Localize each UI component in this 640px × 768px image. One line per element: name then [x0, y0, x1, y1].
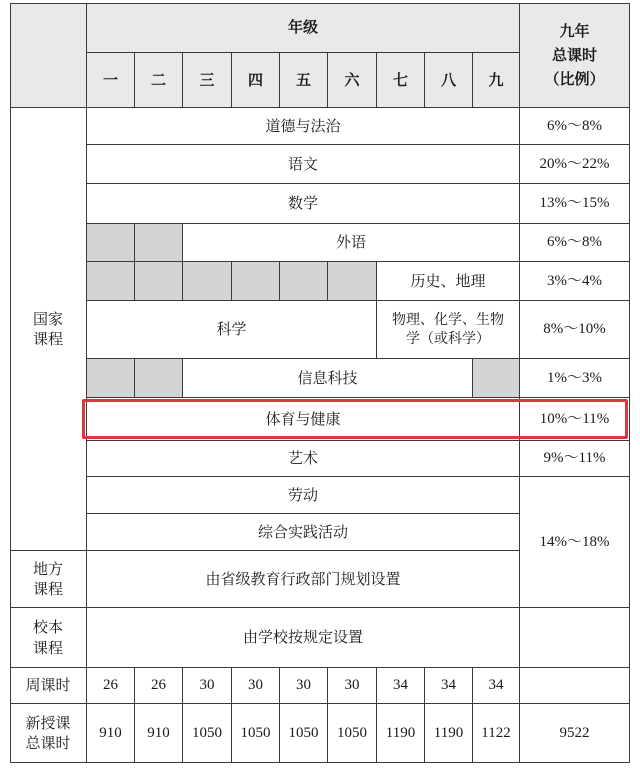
gray-cell [135, 359, 183, 398]
weekly-hours-cell: 34 [377, 668, 425, 704]
subject-morality: 道德与法治 [87, 108, 520, 145]
gray-cell [87, 224, 135, 262]
total-hours-header [520, 3, 630, 108]
weekly-hours-cell: 34 [473, 668, 520, 704]
weekly-hours-cell: 30 [183, 668, 232, 704]
grade-2-header: 二 [135, 53, 183, 108]
gray-cell [183, 262, 232, 301]
weekly-hours-cell: 34 [425, 668, 473, 704]
ratio-foreign: 6%～8% [520, 224, 630, 262]
total-hours-cell: 910 [87, 704, 135, 763]
grade-8-header: 八 [425, 53, 473, 108]
gray-cell [473, 359, 520, 398]
curriculum-table [10, 3, 630, 763]
gray-cell [135, 224, 183, 262]
weekly-hours-cell: 30 [280, 668, 328, 704]
gray-cell [87, 359, 135, 398]
subject-arts: 艺术 [87, 441, 520, 477]
gray-cell [328, 262, 377, 301]
subject-physics: 物理、化学、生物 学（或科学） [377, 301, 520, 359]
grade-6-header: 六 [328, 53, 377, 108]
grade-1-header: 一 [87, 53, 135, 108]
ratio-it: 1%～3% [520, 359, 630, 398]
total-hours-cell: 1050 [232, 704, 280, 763]
gray-cell [232, 262, 280, 301]
category-local: 地方 课程 [10, 551, 87, 608]
total-header-line3: （比例） [544, 70, 605, 88]
grade-7-header: 七 [377, 53, 425, 108]
category-header-blank [10, 3, 87, 108]
gray-cell [280, 262, 328, 301]
total-header-line1: 九年 [559, 22, 590, 40]
grade-4-header: 四 [232, 53, 280, 108]
ratio-chinese: 20%～22% [520, 145, 630, 184]
weekly-hours-cell: 30 [232, 668, 280, 704]
ratio-pe: 10%～11% [520, 398, 630, 441]
ratio-morality: 6%～8% [520, 108, 630, 145]
weekly-hours-cell: 30 [328, 668, 377, 704]
total-hours-cell: 1190 [425, 704, 473, 763]
subject-history: 历史、地理 [377, 262, 520, 301]
subject-it: 信息科技 [183, 359, 473, 398]
total-hours-cell: 1122 [473, 704, 520, 763]
subject-pe: 体育与健康 [87, 398, 520, 441]
subject-science: 科学 [87, 301, 377, 359]
ratio-math: 13%～15% [520, 184, 630, 224]
grade-5-header: 五 [280, 53, 328, 108]
grade-header: 年级 [87, 3, 520, 53]
ratio-science: 8%～10% [520, 301, 630, 359]
category-weekly: 周课时 [10, 668, 87, 704]
ratio-history: 3%～4% [520, 262, 630, 301]
subject-school-setting: 由学校按规定设置 [87, 608, 520, 668]
subject-labor: 劳动 [87, 477, 520, 514]
total-hours-cell: 910 [135, 704, 183, 763]
ratio-arts: 9%～11% [520, 441, 630, 477]
category-new-total: 新授课 总课时 [10, 704, 87, 763]
subject-math: 数学 [87, 184, 520, 224]
total-hours-cell: 1190 [377, 704, 425, 763]
subject-foreign: 外语 [183, 224, 520, 262]
subject-practice: 综合实践活动 [87, 514, 520, 551]
gray-cell [135, 262, 183, 301]
ratio-labor-group: 14%～18% [520, 477, 630, 608]
grade-9-header: 九 [473, 53, 520, 108]
total-hours-cell: 1050 [183, 704, 232, 763]
subject-chinese: 语文 [87, 145, 520, 184]
total-hours-cell: 1050 [328, 704, 377, 763]
weekly-total-blank [520, 668, 630, 704]
total-hours-cell: 1050 [280, 704, 328, 763]
ratio-school-blank [520, 608, 630, 668]
gray-cell [87, 262, 135, 301]
weekly-hours-cell: 26 [135, 668, 183, 704]
grand-total: 9522 [520, 704, 630, 763]
weekly-hours-cell: 26 [87, 668, 135, 704]
grade-3-header: 三 [183, 53, 232, 108]
subject-local-setting: 由省级教育行政部门规划设置 [87, 551, 520, 608]
category-school: 校本 课程 [10, 608, 87, 668]
category-national: 国家 课程 [10, 108, 87, 551]
total-header-line2: 总课时 [551, 46, 597, 64]
